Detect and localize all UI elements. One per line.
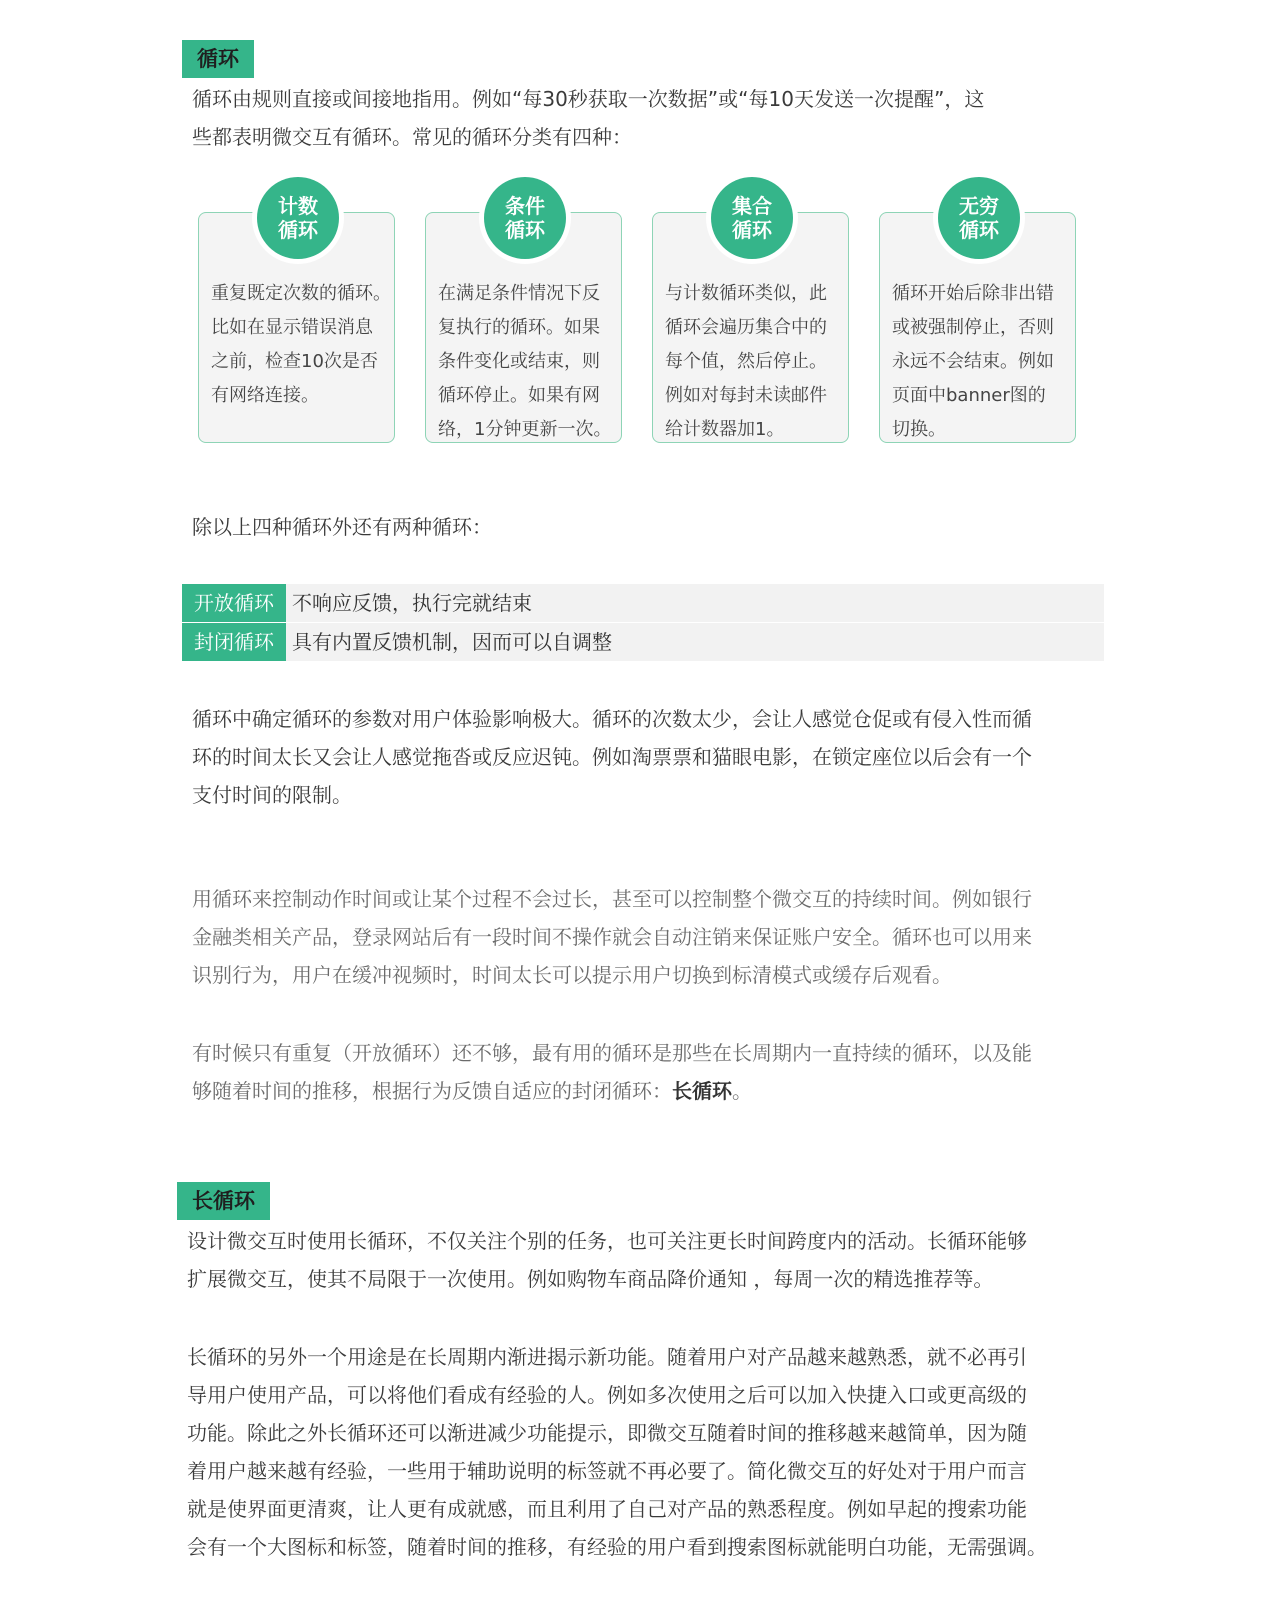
long-loop-p2-line-6: 会有一个大图标和标签，随着时间的推移，有经验的用户看到搜索图标就能明白功能，无需强调。: [187, 1535, 1047, 1559]
badge-collection-loop: [711, 177, 793, 259]
card-line: 永远不会结束。例如: [892, 351, 1054, 372]
badge-title-line: 集合: [732, 194, 772, 218]
card-line: 给计数器加1。: [665, 419, 785, 440]
badge-title-line: 循环: [278, 218, 318, 242]
control-line-1: 用循环来控制动作时间或让某个过程不会过长，甚至可以控制整个微交互的持续时间。例如银行: [192, 887, 1032, 911]
card-line: 与计数循环类似，此: [665, 283, 827, 304]
card-line: 循环会遍历集合中的: [665, 317, 827, 338]
card-line: 页面中banner图的: [892, 385, 1046, 406]
loop-intro-line-1: 循环由规则直接或间接地指用。例如“每30秒获取一次数据”或“每10天发送一次提醒”，这: [192, 87, 985, 111]
long-loop-p2-line-5: 就是使界面更清爽，让人更有成就感，而且利用了自己对产品的熟悉程度。例如早起的搜索功能: [187, 1497, 1027, 1521]
card-line: 或被强制停止，否则: [892, 317, 1054, 338]
badge-condition-loop: [484, 177, 566, 259]
card-line: 条件变化或结束，则: [438, 351, 600, 372]
repeat-line-2: [192, 1072, 752, 1110]
card-infinite-loop-text: [892, 277, 1054, 447]
loop-intro-line-2: 些都表明微交互有循环。常见的循环分类有四种：: [192, 125, 632, 149]
card-line: 循环停止。如果有网: [438, 385, 600, 406]
card-line: 循环开始后除非出错: [892, 283, 1054, 304]
long-loop-emphasis: 长循环: [672, 1079, 732, 1103]
control-line-2: 金融类相关产品，登录网站后有一段时间不操作就会自动注销来保证账户安全。循环也可以用来: [192, 925, 1032, 949]
repeat-line-2-prefix: 够随着时间的推移，根据行为反馈自适应的封闭循环：: [192, 1079, 672, 1103]
card-line: 络，1分钟更新一次。: [438, 419, 612, 440]
badge-title-line: 无穷: [959, 194, 999, 218]
card-condition-loop-text: [438, 277, 611, 447]
badge-title-line: 计数: [278, 194, 318, 218]
card-line: 比如在显示错误消息: [211, 317, 373, 338]
loop-type-desc-closed: 具有内置反馈机制，因而可以自调整: [292, 630, 612, 654]
loop-type-desc-open: 不响应反馈，执行完就结束: [292, 591, 532, 615]
repeat-line-2-suffix: 。: [732, 1079, 752, 1103]
params-line-1: 循环中确定循环的参数对用户体验影响极大。循环的次数太少，会让人感觉仓促或有侵入性而循: [192, 707, 1032, 731]
repeat-line-1: 有时候只有重复（开放循环）还不够，最有用的循环是那些在长周期内一直持续的循环，以及能: [192, 1041, 1032, 1065]
params-line-3: 支付时间的限制。: [192, 783, 352, 807]
card-line: 重复既定次数的循环。: [211, 283, 391, 304]
section-tag-loop: 循环: [182, 40, 254, 78]
card-line: 之前，检查10次是否: [211, 351, 378, 372]
section-tag-long-loop: 长循环: [177, 1182, 270, 1220]
card-line: 复执行的循环。如果: [438, 317, 600, 338]
control-line-3: 识别行为，用户在缓冲视频时，时间太长可以提示用户切换到标清模式或缓存后观看。: [192, 963, 952, 987]
badge-title-line: 循环: [732, 218, 772, 242]
long-loop-p2-line-2: 导用户使用产品，可以将他们看成有经验的人。例如多次使用之后可以加入快捷入口或更高级的: [187, 1383, 1027, 1407]
badge-count-loop: [257, 177, 339, 259]
extra-loops-intro: 除以上四种循环外还有两种循环：: [192, 515, 492, 539]
loop-type-label-open: 开放循环: [182, 584, 286, 622]
loop-type-label-closed: 封闭循环: [182, 623, 286, 661]
card-line: 有网络连接。: [211, 385, 319, 406]
card-line: 在满足条件情况下反: [438, 283, 600, 304]
params-line-2: 环的时间太长又会让人感觉拖沓或反应迟钝。例如淘票票和猫眼电影，在锁定座位以后会有一个: [192, 745, 1032, 769]
badge-title-line: 循环: [959, 218, 999, 242]
long-loop-p2-line-4: 着用户越来越有经验，一些用于辅助说明的标签就不再必要了。简化微交互的好处对于用户而言: [187, 1459, 1027, 1483]
card-collection-loop-text: [665, 277, 827, 447]
card-line: 每个值，然后停止。: [665, 351, 827, 372]
card-line: 切换。: [892, 419, 946, 440]
card-count-loop-text: [211, 277, 391, 413]
badge-infinite-loop: [938, 177, 1020, 259]
card-line: 例如对每封未读邮件: [665, 385, 827, 406]
badge-title-line: 条件: [505, 194, 545, 218]
long-loop-p1-line-2: 扩展微交互，使其不局限于一次使用。例如购物车商品降价通知 ，每周一次的精选推荐等。: [187, 1267, 994, 1291]
badge-title-line: 循环: [505, 218, 545, 242]
long-loop-p1-line-1: 设计微交互时使用长循环，不仅关注个别的任务，也可关注更长时间跨度内的活动。长循环能够: [187, 1229, 1027, 1253]
long-loop-p2-line-3: 功能。除此之外长循环还可以渐进减少功能提示，即微交互随着时间的推移越来越简单，因为随: [187, 1421, 1027, 1445]
long-loop-p2-line-1: 长循环的另外一个用途是在长周期内渐进揭示新功能。随着用户对产品越来越熟悉，就不必再引: [187, 1345, 1027, 1369]
